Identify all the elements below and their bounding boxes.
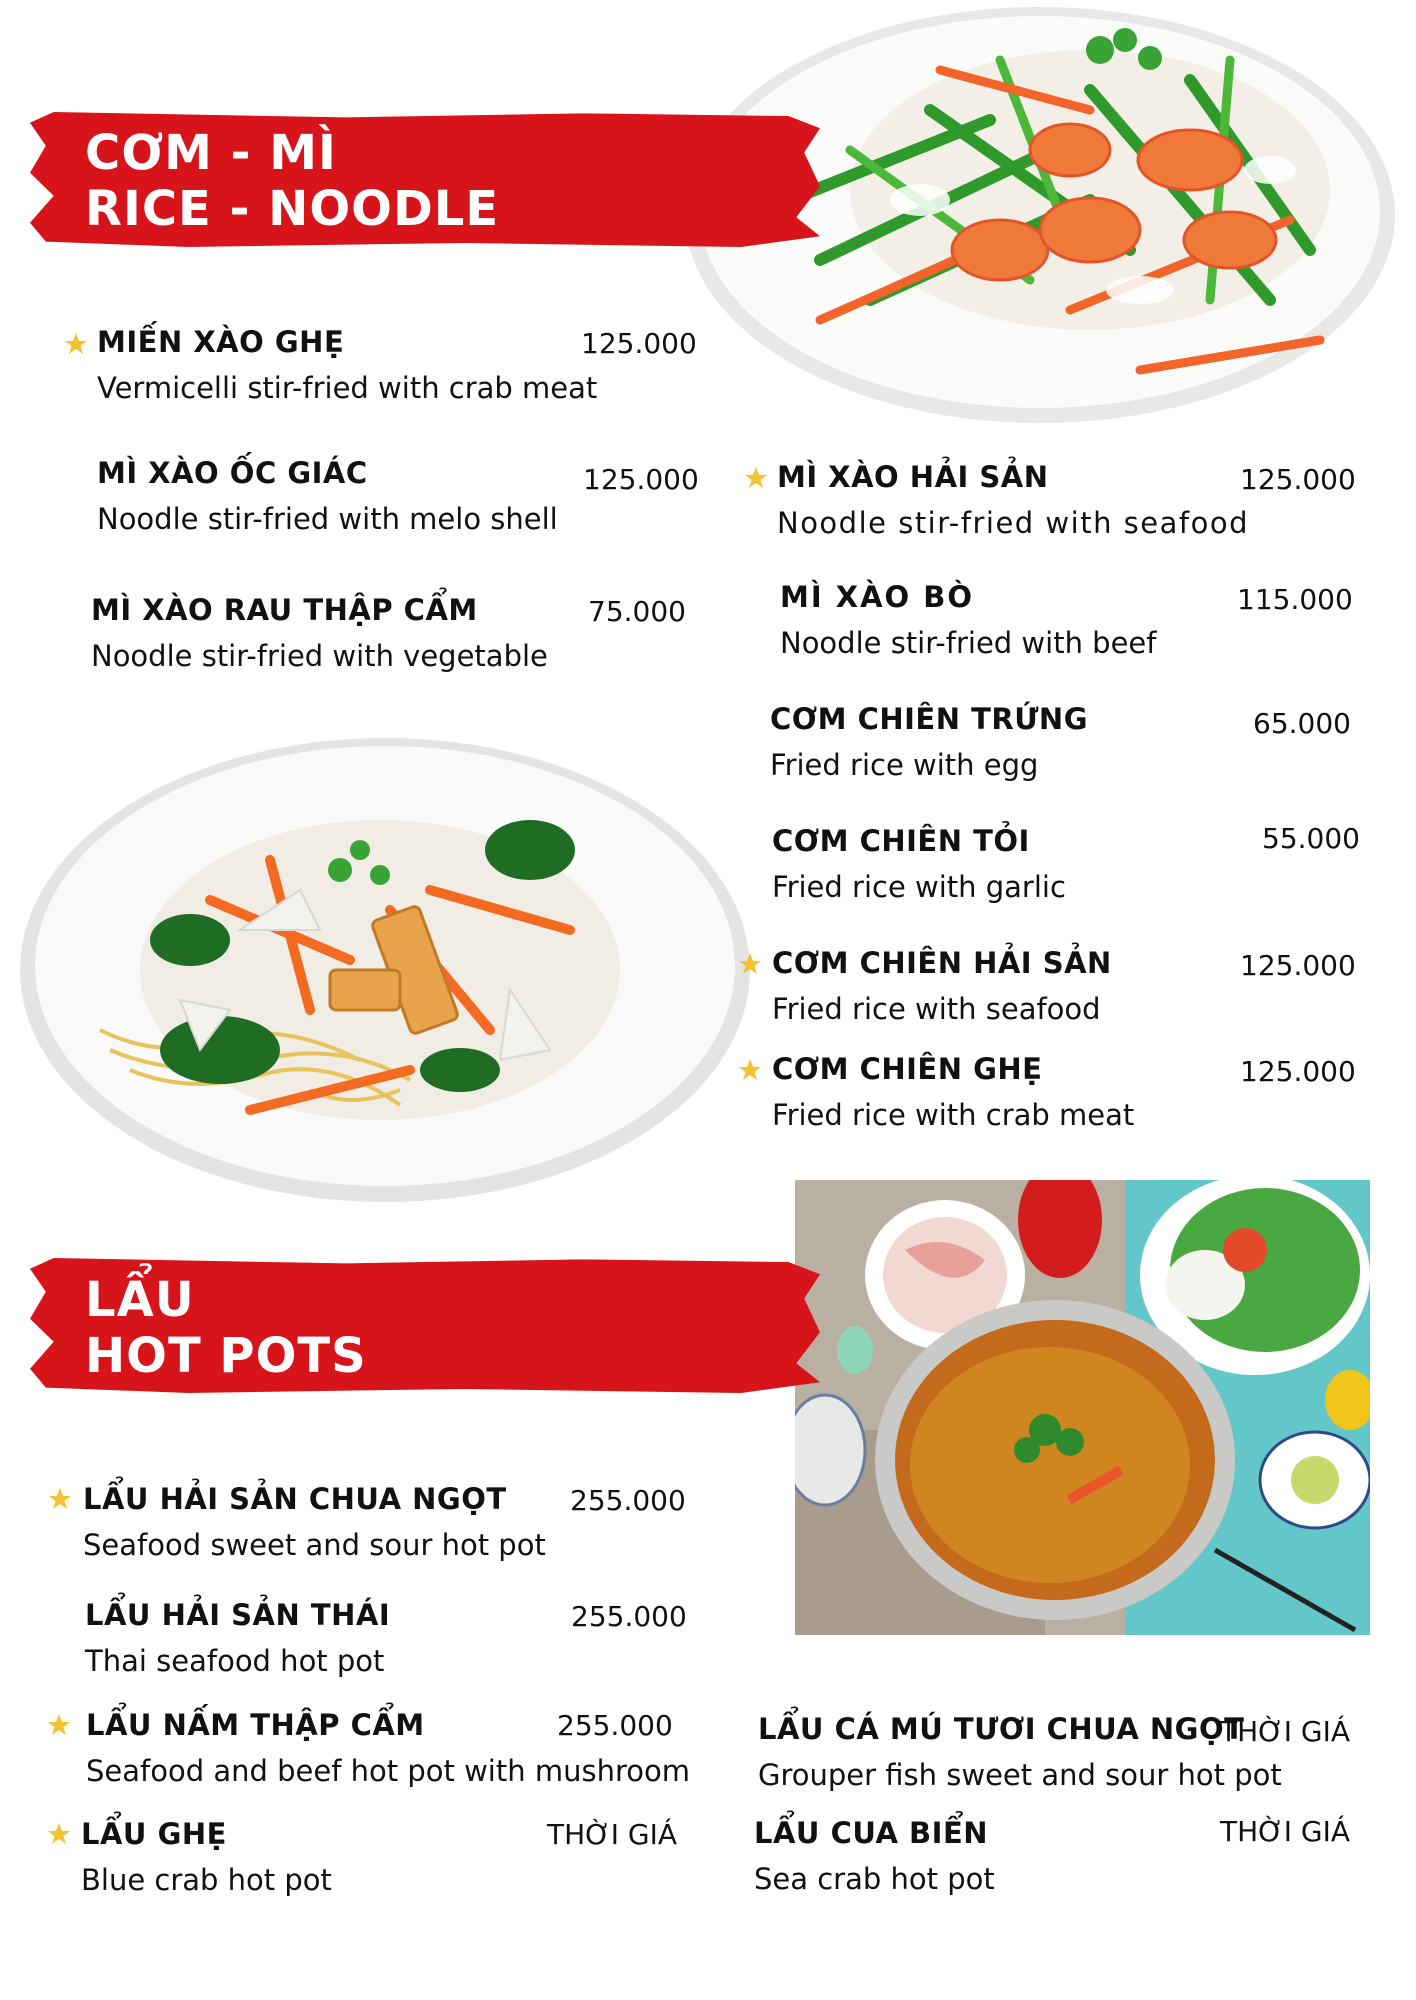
star-icon (48, 1487, 72, 1511)
vegetable-noodle-photo (10, 730, 760, 1210)
star-icon (64, 332, 88, 356)
menu-item (777, 460, 1249, 540)
item-desc: Seafood sweet and sour hot pot (83, 1528, 546, 1562)
menu-item (780, 580, 1156, 660)
item-desc: Sea crab hot pot (754, 1862, 995, 1896)
item-price: 255.000 (570, 1484, 686, 1517)
item-desc: Vermicelli stir-fried with crab meat (97, 371, 598, 405)
item-desc: Fried rice with garlic (772, 870, 1066, 904)
menu-item (81, 1817, 332, 1897)
item-price: THỜI GIÁ (547, 1818, 677, 1851)
item-price: 125.000 (1240, 1055, 1356, 1088)
item-desc: Blue crab hot pot (81, 1863, 332, 1897)
menu-item (97, 325, 597, 405)
item-desc: Fried rice with egg (770, 748, 1039, 782)
item-desc: Thai seafood hot pot (85, 1644, 385, 1678)
item-name: LẨU NẤM THẬP CẨM (86, 1708, 425, 1742)
star-icon (738, 1058, 762, 1082)
item-desc: Noodle stir-fried with vegetable (91, 639, 548, 673)
item-desc: Fried rice with crab meat (772, 1098, 1135, 1132)
item-price: 255.000 (571, 1600, 687, 1633)
item-name: CƠM CHIÊN TRỨNG (770, 702, 1089, 736)
item-name: MIẾN XÀO GHẸ (97, 325, 345, 359)
item-price: 75.000 (588, 595, 686, 628)
hotpot-title (85, 1272, 367, 1384)
item-price: 125.000 (1240, 949, 1356, 982)
item-name: MÌ XÀO RAU THẬP CẨM (91, 593, 478, 627)
star-icon (744, 466, 768, 490)
item-name: CƠM CHIÊN TỎI (772, 824, 1030, 858)
menu-item (83, 1482, 546, 1562)
menu-item (97, 456, 558, 536)
item-name: MÌ XÀO BÒ (780, 580, 975, 614)
star-icon (47, 1822, 71, 1846)
rice-title-en: RICE - NOODLE (85, 181, 500, 237)
item-name: LẨU HẢI SẢN THÁI (85, 1598, 391, 1632)
item-desc: Noodle stir-fried with melo shell (97, 502, 558, 536)
hotpot-title-en: HOT POTS (85, 1328, 367, 1384)
item-desc: Grouper fish sweet and sour hot pot (758, 1758, 1282, 1792)
item-price: 125.000 (583, 463, 699, 496)
menu-item (758, 1712, 1282, 1792)
item-desc: Seafood and beef hot pot with mushroom (86, 1754, 690, 1788)
item-name: MÌ XÀO ỐC GIÁC (97, 456, 368, 490)
item-desc: Noodle stir-fried with seafood (777, 506, 1249, 540)
item-desc: Noodle stir-fried with beef (780, 626, 1157, 660)
hotpot-title-vi: LẨU (85, 1272, 195, 1328)
item-price: 125.000 (1240, 463, 1356, 496)
star-icon (47, 1713, 71, 1737)
item-desc: Fried rice with seafood (772, 992, 1101, 1026)
item-price: 125.000 (581, 327, 697, 360)
item-name: LẨU GHẸ (81, 1817, 227, 1851)
hotpot-photo (795, 1180, 1370, 1635)
item-price: 55.000 (1262, 822, 1360, 855)
menu-item (754, 1816, 995, 1896)
item-name: LẨU CUA BIỂN (754, 1816, 989, 1850)
item-price: 115.000 (1237, 583, 1353, 616)
menu-item (772, 946, 1112, 1026)
star-icon (738, 952, 762, 976)
rice-title-vi: CƠM - MÌ (85, 125, 337, 181)
item-name: LẨU HẢI SẢN CHUA NGỌT (83, 1482, 507, 1516)
item-price: 65.000 (1253, 707, 1351, 740)
item-price: THỜI GIÁ (1220, 1715, 1350, 1748)
menu-item (91, 593, 548, 673)
rice-noodle-title (85, 125, 499, 237)
item-name: MÌ XÀO HẢI SẢN (777, 460, 1049, 494)
menu-item (772, 824, 1066, 904)
menu-item (772, 1052, 1134, 1132)
item-name: LẨU CÁ MÚ TƯƠI CHUA NGỌT (758, 1712, 1245, 1746)
menu-item (770, 702, 1088, 782)
menu-item (85, 1598, 390, 1678)
item-price: 255.000 (557, 1709, 673, 1742)
item-name: CƠM CHIÊN GHẸ (772, 1052, 1043, 1086)
item-name: CƠM CHIÊN HẢI SẢN (772, 946, 1112, 980)
item-price: THỜI GIÁ (1220, 1815, 1350, 1848)
